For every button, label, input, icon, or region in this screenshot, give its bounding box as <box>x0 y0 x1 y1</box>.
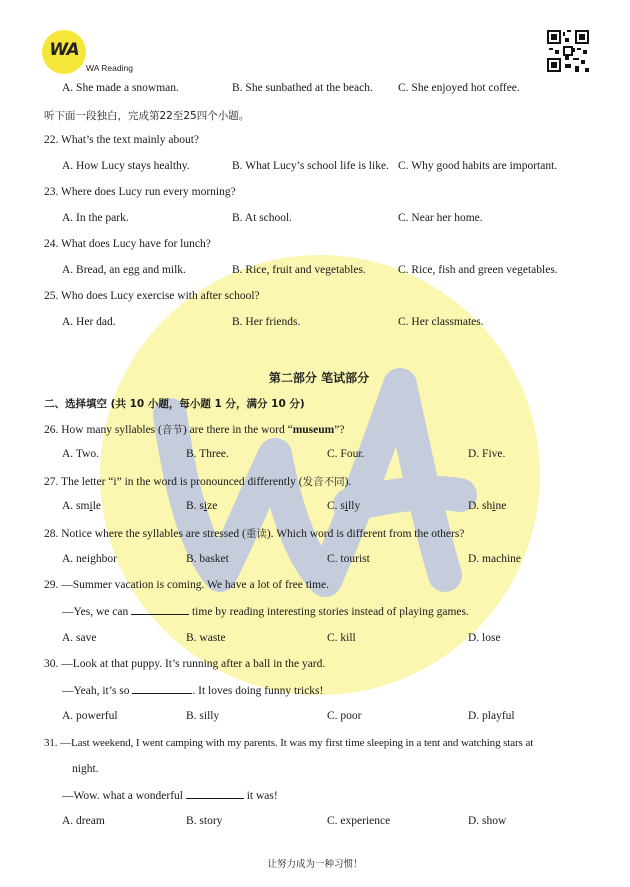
q21-option-a: A. She made a snowman. <box>62 82 179 94</box>
q24-stem: 24. What does Lucy have for lunch? <box>44 238 211 250</box>
q24-option-c: C. Rice, fish and green vegetables. <box>398 264 558 276</box>
q27-stem: 27. The letter “i” in the word is pronounced differently (发音不同). <box>44 476 352 488</box>
q26-option-c: C. Four. <box>327 448 365 460</box>
q24-option-a: A. Bread, an egg and milk. <box>62 264 186 276</box>
footer-motto: 让努力成为一种习惯！ <box>267 859 363 870</box>
q31-line2: —Wow. what a wonderful it was! <box>62 790 278 802</box>
q25-option-b: B. Her friends. <box>232 316 301 328</box>
part-two-title: 第二部分 笔试部分 <box>268 371 370 385</box>
q30-option-c: C. poor <box>327 710 362 722</box>
q23-stem: 23. Where does Lucy run every morning? <box>44 186 236 198</box>
q27-option-a: A. smile <box>62 500 101 512</box>
q27-option-c: C. silly <box>327 500 361 512</box>
section-heading: 二、选择填空 (共 10 小题，每小题 1 分，满分 10 分) <box>44 398 305 410</box>
q31-option-a: A. dream <box>62 815 105 827</box>
q29-option-c: C. kill <box>327 632 356 644</box>
listening-instruction: 听下面一段独白，完成第22至25四个小题。 <box>44 110 250 122</box>
q27-option-d: D. shine <box>468 500 507 512</box>
q30-line1: 30. —Look at that puppy. It’s running after a ball in the yard. <box>44 658 326 670</box>
q23-option-c: C. Near her home. <box>398 212 483 224</box>
q28-option-b: B. basket <box>186 553 229 565</box>
q22-option-c: C. Why good habits are important. <box>398 160 558 172</box>
brand-name: WA Reading <box>86 63 133 73</box>
q22-stem: 22. What’s the text mainly about? <box>44 134 200 146</box>
qr-code-icon <box>547 30 589 72</box>
q31-line1: 31. —Last weekend, I went camping with my parents. It was my first time sleeping in a tent and watching stars at <box>44 737 534 749</box>
q26-option-b: B. Three. <box>186 448 229 460</box>
q30-option-d: D. playful <box>468 710 515 722</box>
brand-logo <box>42 30 86 74</box>
q21-option-c: C. She enjoyed hot coffee. <box>398 82 520 94</box>
q25-option-c: C. Her classmates. <box>398 316 484 328</box>
q25-stem: 25. Who does Lucy exercise with after school? <box>44 290 260 302</box>
q23-option-a: A. In the park. <box>62 212 129 224</box>
q22-option-a: A. How Lucy stays healthy. <box>62 160 190 172</box>
q29-line1: 29. —Summer vacation is coming. We have a lot of free time. <box>44 579 330 591</box>
q24-option-b: B. Rice, fruit and vegetables. <box>232 264 366 276</box>
q23-option-b: B. At school. <box>232 212 293 224</box>
q26-option-a: A. Two. <box>62 448 99 460</box>
q21-option-b: B. She sunbathed at the beach. <box>232 82 373 94</box>
q29-option-b: B. waste <box>186 632 226 644</box>
q26-stem: 26. How many syllables (音节) are there in the word “museum”? <box>44 424 345 436</box>
q30-line2: —Yeah, it’s so . It loves doing funny tricks! <box>62 685 324 697</box>
q22-option-b: B. What Lucy’s school life is like. <box>232 160 389 172</box>
q28-option-d: D. machine <box>468 553 522 565</box>
q31-option-d: D. show <box>468 815 507 827</box>
q27-option-b: B. size <box>186 500 218 512</box>
q30-blank[interactable] <box>132 684 192 694</box>
q25-option-a: A. Her dad. <box>62 316 116 328</box>
logo-text: WA <box>49 40 79 60</box>
q29-blank[interactable] <box>131 605 189 615</box>
q31-blank[interactable] <box>186 789 244 799</box>
q30-option-b: B. silly <box>186 710 220 722</box>
q28-option-a: A. neighbor <box>62 553 117 565</box>
q31-option-c: C. experience <box>327 815 391 827</box>
q29-option-d: D. lose <box>468 632 501 644</box>
q31-line1-cont: night. <box>72 763 99 775</box>
q29-option-a: A. save <box>62 632 97 644</box>
q31-option-b: B. story <box>186 815 223 827</box>
q30-option-a: A. powerful <box>62 710 118 722</box>
q26-option-d: D. Five. <box>468 448 506 460</box>
q28-stem: 28. Notice where the syllables are stressed (重读). Which word is different from the others? <box>44 528 465 540</box>
q29-line2: —Yes, we can time by reading interesting stories instead of playing games. <box>62 606 469 618</box>
q28-option-c: C. tourist <box>327 553 370 565</box>
